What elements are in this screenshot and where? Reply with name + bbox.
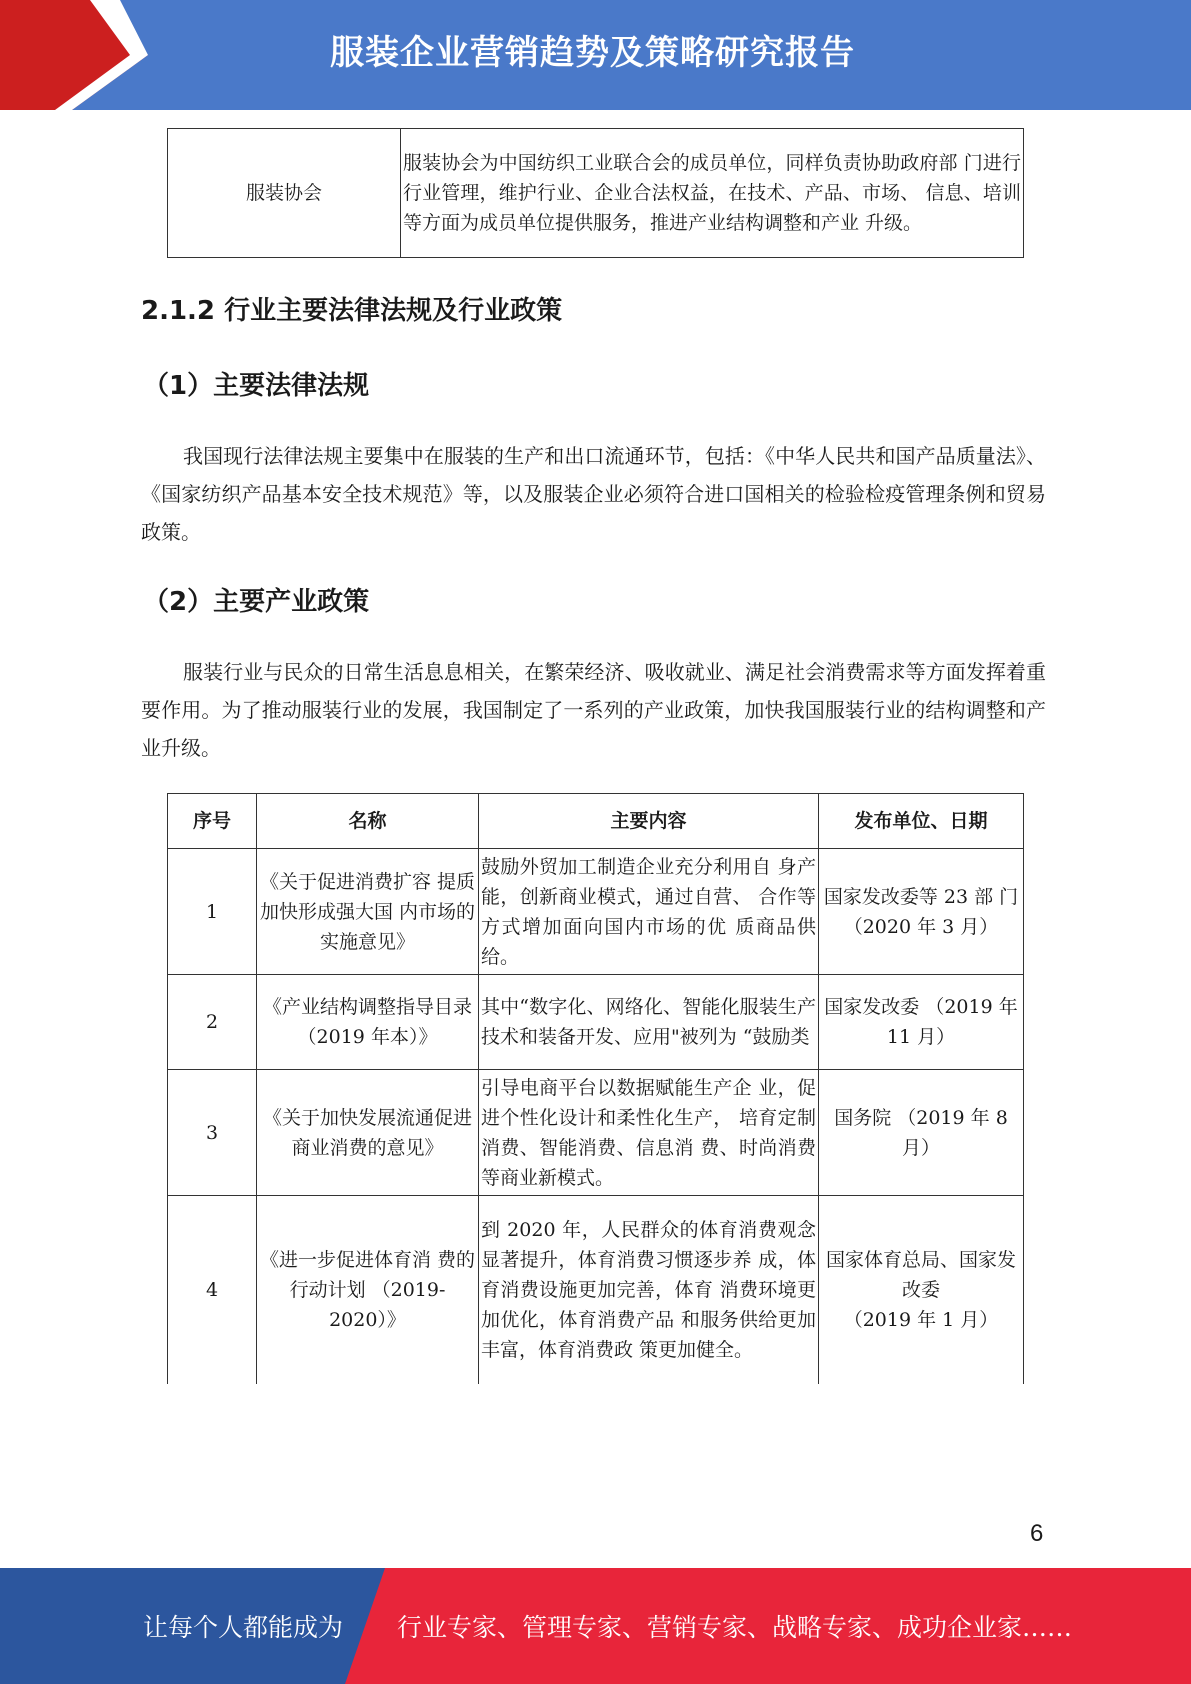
- policy-table: [167, 793, 1024, 1384]
- row-name: 《关于促进消费扩容 提质加快形成强大国 内市场的实施意见》: [257, 849, 479, 975]
- row-issuer: 国家发改委等 23 部 门（2020 年 3 月）: [819, 849, 1024, 975]
- page-footer: [0, 1568, 1191, 1684]
- row-content: 鼓励外贸加工制造企业充分利用自 身产能，创新商业模式，通过自营、 合作等方式增加面向国内市场的优 质商品供给。: [479, 849, 819, 975]
- subheading-laws: （1）主要法律法规: [143, 371, 370, 401]
- paragraph-laws: 我国现行法律法规主要集中在服装的生产和出口流通环节，包括：《中华人民共和国产品质量法》、《国家纺织产品基本安全技术规范》等，以及服装企业必须符合进口国相关的检验检疫管理条例和贸易政策。: [141, 444, 1046, 544]
- footer-slogan-left: 让每个人都能成为: [143, 1613, 344, 1642]
- row-no: 3: [168, 1070, 257, 1196]
- table-row: [168, 975, 1024, 1070]
- table-row: [168, 1070, 1024, 1196]
- report-title: 服装企业营销趋势及策略研究报告: [330, 33, 855, 73]
- row-issuer: [819, 1196, 1024, 1384]
- association-table: [167, 128, 1024, 258]
- row-content: 到 2020 年，人民群众的体育消费观念显著提升，体育消费习惯逐步养 成，体育消费设施更加完善，体育 消费环境更加优化，体育消费产品 和服务供给更加丰富，体育消费政 策更加健全。: [479, 1196, 819, 1384]
- page-header: [0, 0, 1191, 110]
- row-issuer-line: 国家体育总局、国家发改委: [825, 1248, 1016, 1301]
- header-content: 主要内容: [479, 794, 819, 849]
- footer-slogan-right: 行业专家、管理专家、营销专家、战略专家、成功企业家……: [397, 1613, 1073, 1642]
- row-name: 《关于加快发展流通促进商业消费的意见》: [257, 1070, 479, 1196]
- row-issuer-date: （2019 年 1 月）: [843, 1308, 999, 1331]
- row-content: 引导电商平台以数据赋能生产企 业，促进个性化设计和柔性化生产， 培育定制消费、智能消费、信息消 费、时尚消费等商业新模式。: [479, 1070, 819, 1196]
- row-name: 《产业结构调整指导目录（2019 年本）》: [257, 975, 479, 1070]
- org-name-cell: 服装协会: [168, 129, 401, 258]
- table-header-row: [168, 794, 1024, 849]
- row-content: 其中“数字化、网络化、智能化服装生产技术和装备开发、应用"被列为 “鼓励类: [479, 975, 819, 1070]
- header-name: 名称: [257, 794, 479, 849]
- row-issuer: 国家发改委 （2019 年 11 月）: [819, 975, 1024, 1070]
- page-number: 6: [1030, 1520, 1044, 1547]
- row-no: 2: [168, 975, 257, 1070]
- subheading-policies: （2）主要产业政策: [143, 587, 370, 617]
- paragraph-policies: 服装行业与民众的日常生活息息相关，在繁荣经济、吸收就业、满足社会消费需求等方面发挥着重要作用。为了推动服装行业的发展，我国制定了一系列的产业政策，加快我国服装行业的结构调整和产业升级。: [141, 660, 1046, 760]
- table-row: [168, 849, 1024, 975]
- section-heading: 2.1.2 行业主要法律法规及行业政策: [141, 296, 563, 326]
- header-issuer: 发布单位、日期: [819, 794, 1024, 849]
- row-no: 1: [168, 849, 257, 975]
- row-no: 4: [168, 1196, 257, 1384]
- header-no: 序号: [168, 794, 257, 849]
- org-description-cell: 服装协会为中国纺织工业联合会的成员单位，同样负责协助政府部 门进行行业管理，维护行业、企业合法权益，在技术、产品、市场、 信息、培训等方面为成员单位提供服务，推进产业结构调整和产业 升级。: [401, 129, 1024, 258]
- row-issuer: 国务院 （2019 年 8 月）: [819, 1070, 1024, 1196]
- row-name: 《进一步促进体育消 费的行动计划 （2019-2020）》: [257, 1196, 479, 1384]
- table-row: [168, 1196, 1024, 1384]
- table-row: [168, 129, 1024, 258]
